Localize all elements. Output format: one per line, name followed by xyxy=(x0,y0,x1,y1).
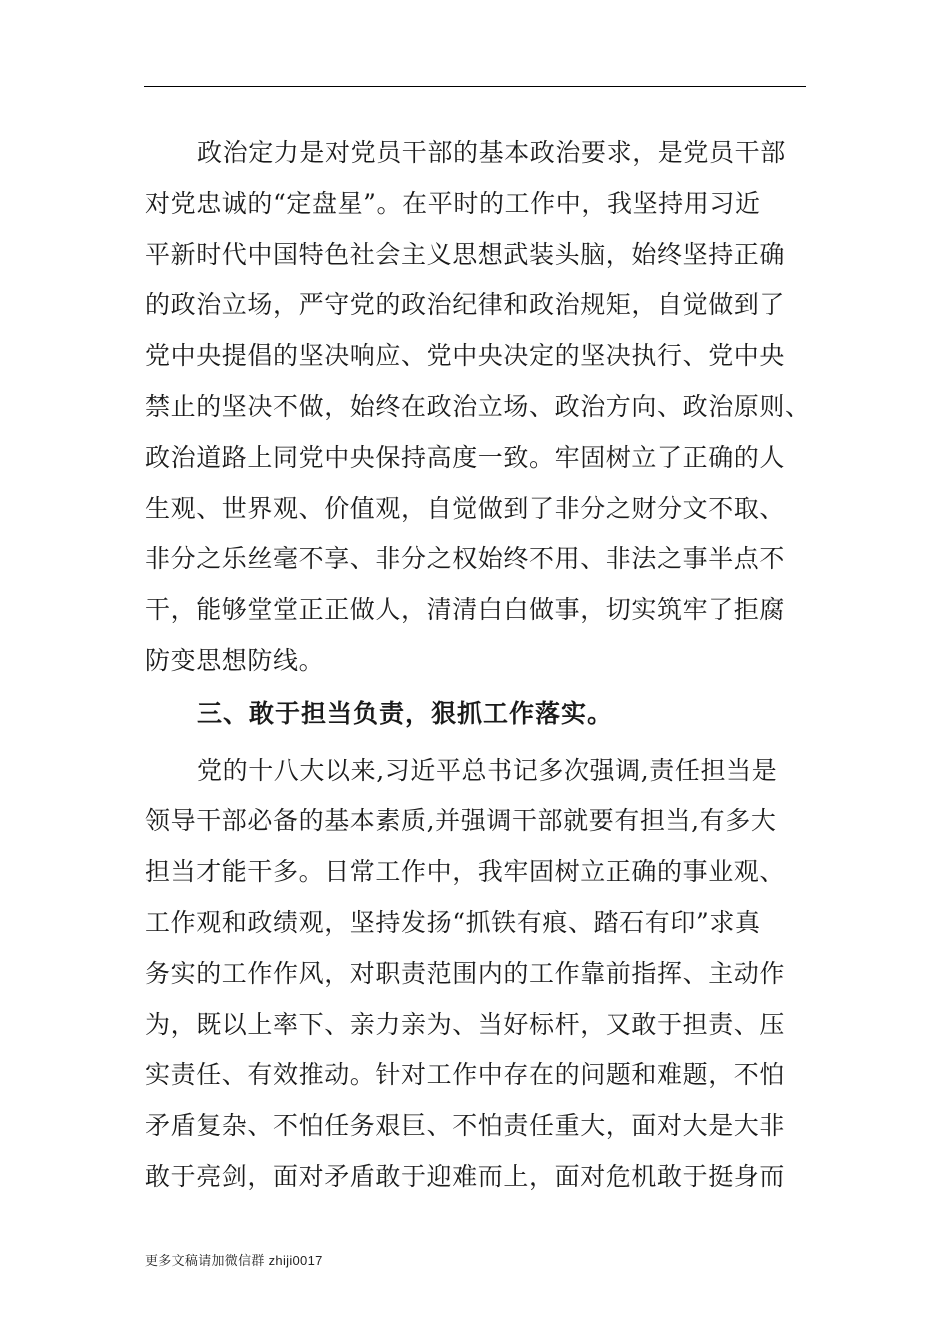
header-rule xyxy=(144,86,806,87)
text-line: 敢于亮剑，面对矛盾敢于迎难而上，面对危机敢于挺身而 xyxy=(145,1161,786,1191)
text-line: 干，能够堂堂正正做人，清清白白做事，切实筑牢了拒腐 xyxy=(145,595,786,625)
document-body xyxy=(145,128,811,1203)
text-line: 生观、世界观、价值观，自觉做到了非分之财分文不取、 xyxy=(145,493,786,523)
text-line: 防变思想防线。 xyxy=(145,645,325,675)
text-line: 矛盾复杂、不怕任务艰巨、不怕责任重大，面对大是大非 xyxy=(145,1111,786,1141)
text-line: 禁止的坚决不做，始终在政治立场、政治方向、政治原则、 xyxy=(145,391,811,421)
text-line: 政治道路上同党中央保持高度一致。牢固树立了正确的人 xyxy=(145,442,786,472)
text-line: 担当才能干多。日常工作中，我牢固树立正确的事业观、 xyxy=(145,857,786,887)
text-line: 党的十八大以来,习近平总书记多次强调,责任担当是 xyxy=(197,755,778,785)
section-heading: 三、敢于担当负责，狠抓工作落实。 xyxy=(197,698,614,728)
page-footer: 更多文稿请加微信群 zhiji0017 xyxy=(145,1253,323,1268)
text-line: 为，既以上率下、亲力亲为、当好标杆，又敢于担责、压 xyxy=(145,1009,786,1039)
text-line: 工作观和政绩观，坚持发扬“抓铁有痕、踏石有印”求真 xyxy=(145,907,761,937)
text-line: 实责任、有效推动。针对工作中存在的问题和难题，不怕 xyxy=(145,1060,786,1090)
text-line: 平新时代中国特色社会主义思想武装头脑，始终坚持正确 xyxy=(145,239,786,269)
text-line: 非分之乐丝毫不享、非分之权始终不用、非法之事半点不 xyxy=(145,544,786,574)
text-line: 对党忠诚的“定盘星”。在平时的工作中，我坚持用习近 xyxy=(145,188,761,218)
text-line: 务实的工作作风，对职责范围内的工作靠前指挥、主动作 xyxy=(145,958,786,988)
text-line: 党中央提倡的坚决响应、党中央决定的坚决执行、党中央 xyxy=(145,341,786,371)
text-line: 的政治立场，严守党的政治纪律和政治规矩，自觉做到了 xyxy=(145,290,786,320)
text-line: 政治定力是对党员干部的基本政治要求，是党员干部 xyxy=(197,138,786,167)
text-line: 领导干部必备的基本素质,并强调干部就要有担当,有多大 xyxy=(145,806,777,836)
